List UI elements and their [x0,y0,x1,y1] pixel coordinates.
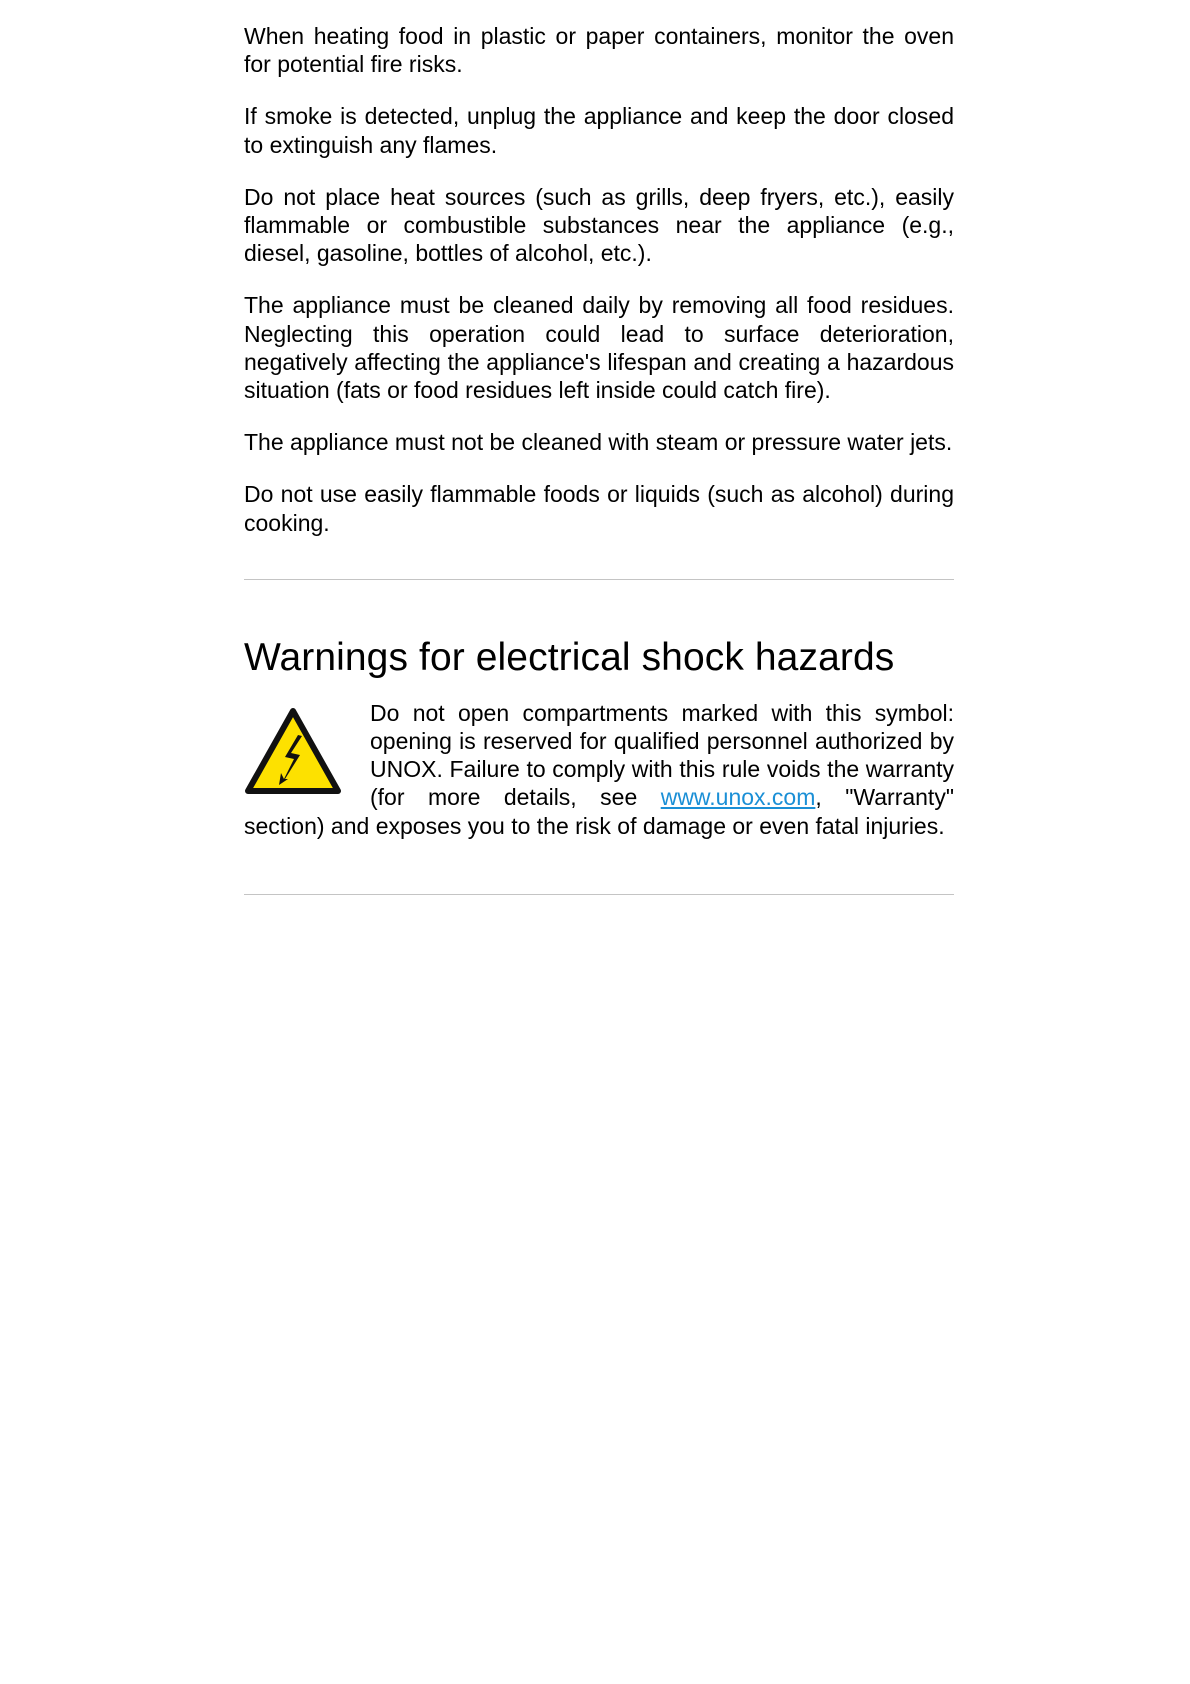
section-title: Warnings for electrical shock hazards [244,635,895,679]
smoke-paragraph: If smoke is detected, unplug the appliance and keep the door closed to extinguish any flames. [244,103,954,158]
steam-cleaning-paragraph: The appliance must not be cleaned with steam or pressure water jets. [244,429,953,456]
electrical-hazard-warning-icon [244,707,342,797]
flammable-foods-paragraph: Do not use easily flammable foods or liquids (such as alcohol) during cooking. [244,481,954,536]
daily-cleaning-paragraph: The appliance must be cleaned daily by removing all food residues. Neglecting this operation could lead to surface deterioration, negatively affecting the appliance's lifespan and creating a hazardous situation (fats or food residues left inside could catch fire). [244,292,954,404]
warning-text-after-link: , "Warranty" section) and exposes you to the risk of damage or even fatal injuries. [244,784,954,839]
document-page [244,22,954,895]
electrical-warning-paragraph [244,699,954,840]
heat-sources-paragraph: Do not place heat sources (such as grills, deep fryers, etc.), easily flammable or combustible substances near the appliance (e.g., diesel, gasoline, bottles of alcohol, etc.). [244,183,954,267]
section-end-divider [244,894,954,895]
section-divider [244,579,954,580]
unox-website-link[interactable]: www.unox.com [660,784,816,811]
warning-text-before-link: Do not open compartments marked with this symbol: opening is reserved for qualified personnel authorized by UNOX. Failure to comply with this rule voids the warranty (for more details, see [370,699,954,811]
fire-monitoring-paragraph: When heating food in plastic or paper containers, monitor the oven for potential fire risks. [244,23,954,78]
